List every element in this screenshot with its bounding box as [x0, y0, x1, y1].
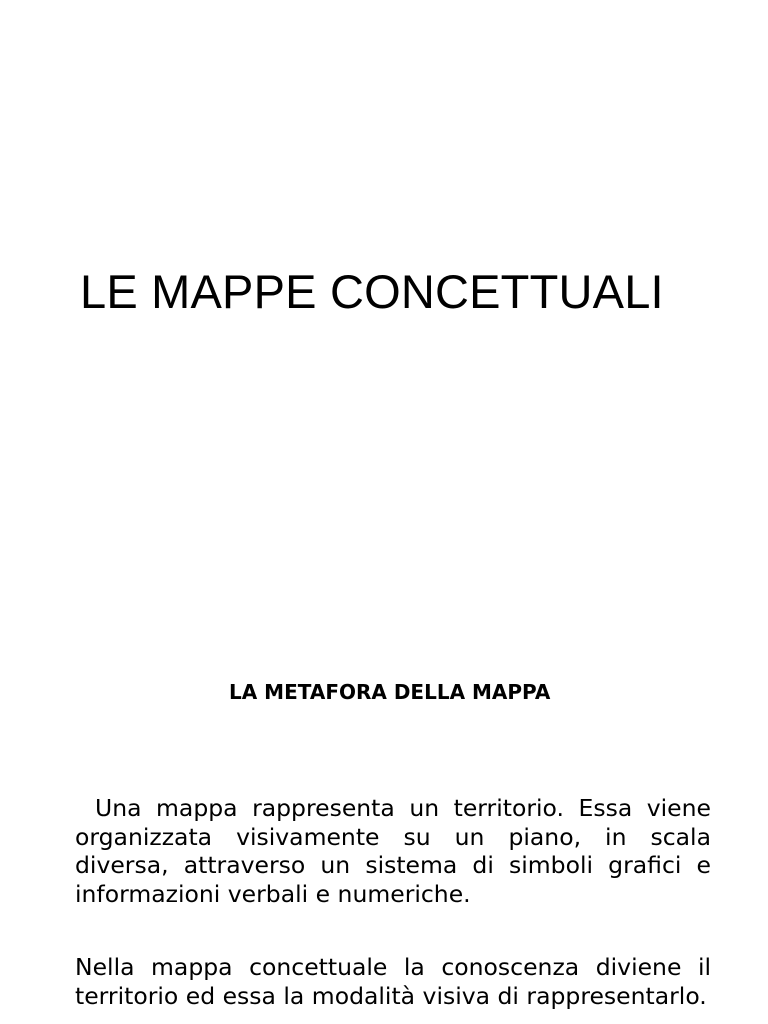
slide-title: LE MAPPE CONCETTUALI [80, 265, 664, 318]
body-paragraph-concept-map: Nella mappa concettuale la conoscenza diviene il territorio ed essa la modalità visiva di rappresentarlo. [75, 953, 711, 1010]
body-paragraph-map-definition: Una mappa rappresenta un territorio. Essa viene organizzata visivamente su un piano, in scala diversa, attraverso un sistema di simboli grafici e informazioni verbali e numeriche. [75, 794, 711, 908]
section-heading: LA METAFORA DELLA MAPPA [229, 680, 551, 704]
